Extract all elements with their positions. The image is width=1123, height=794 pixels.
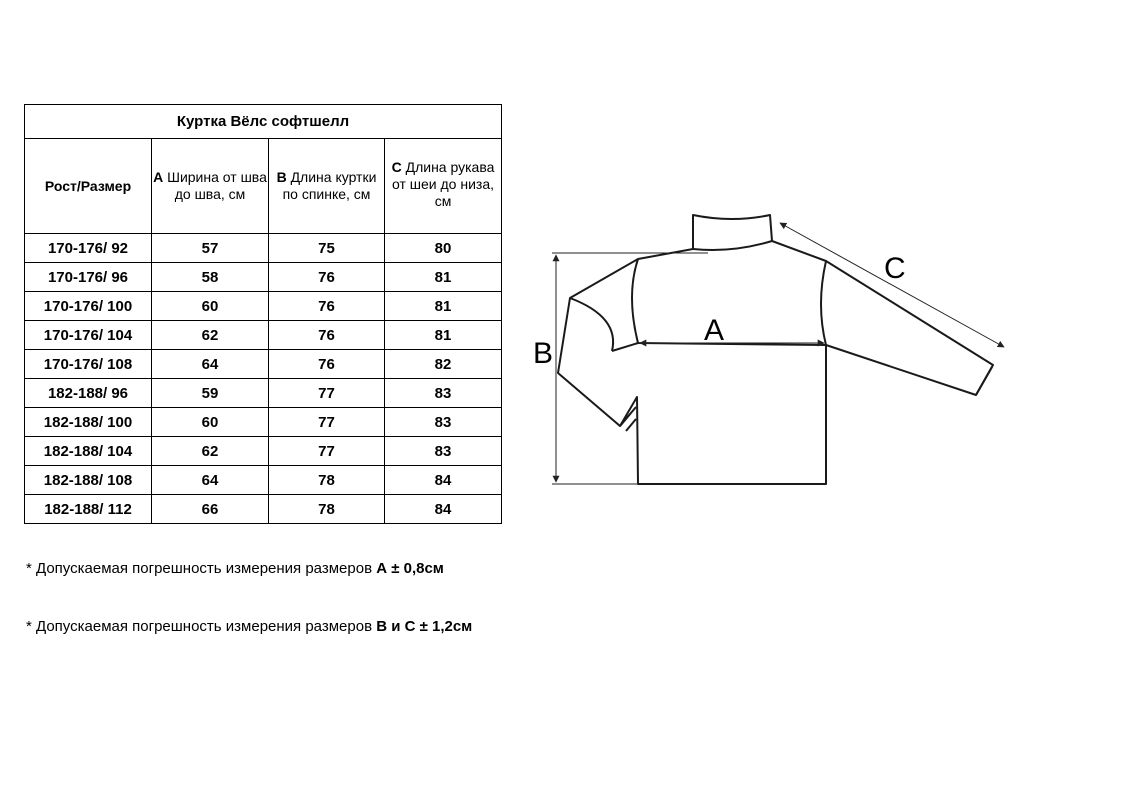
cell-a: 64 [152,466,269,495]
cell-b: 77 [269,437,385,466]
cell-size: 182-188/ 96 [25,379,152,408]
jacket-diagram [530,205,1010,495]
cell-a: 57 [152,234,269,263]
table-row [25,466,502,495]
cell-b: 75 [269,234,385,263]
cell-b: 78 [269,495,385,524]
cell-size: 182-188/ 100 [25,408,152,437]
cell-a: 59 [152,379,269,408]
cell-b: 76 [269,292,385,321]
size-table [24,104,502,524]
label-b: B [533,337,554,370]
cell-size: 170-176/ 100 [25,292,152,321]
cell-c: 83 [385,379,502,408]
table-row [25,408,502,437]
table-row [25,437,502,466]
jacket-outline [558,215,993,484]
cell-size: 170-176/ 92 [25,234,152,263]
cell-size: 182-188/ 112 [25,495,152,524]
tolerance-note-bc [26,618,472,635]
cell-c: 81 [385,292,502,321]
header-a [152,139,269,234]
tolerance-note-a [26,560,444,577]
cell-a: 62 [152,321,269,350]
header-b-text: Длина куртки по спинке, см [282,169,377,202]
cell-c: 82 [385,350,502,379]
cell-a: 64 [152,350,269,379]
cell-a: 58 [152,263,269,292]
cell-b: 77 [269,408,385,437]
table-row [25,321,502,350]
cell-size: 170-176/ 96 [25,263,152,292]
cell-b: 77 [269,379,385,408]
header-c [385,139,502,234]
cell-b: 78 [269,466,385,495]
cell-a: 66 [152,495,269,524]
table-row [25,234,502,263]
table-title-row [25,105,502,139]
header-a-text: Ширина от шва до шва, см [163,169,267,202]
cell-size: 182-188/ 108 [25,466,152,495]
cell-a: 60 [152,292,269,321]
cell-c: 83 [385,437,502,466]
header-a-letter: А [153,169,164,185]
header-c-letter: С [391,159,402,175]
cell-b: 76 [269,263,385,292]
cell-c: 81 [385,321,502,350]
note-a-text: * Допускаемая погрешность измерения размеров [26,560,377,577]
note-a-bold: А ± 0,8см [376,560,444,577]
measure-c-arrow [780,223,1004,347]
cell-c: 84 [385,466,502,495]
table-title: Куртка Вёлс софтшелл [25,105,502,139]
cell-b: 76 [269,321,385,350]
table-row [25,495,502,524]
header-b-letter: В [276,169,287,185]
cell-c: 83 [385,408,502,437]
label-a: A [704,314,725,347]
cell-size: 182-188/ 104 [25,437,152,466]
cell-size: 170-176/ 108 [25,350,152,379]
measure-lines [552,223,1004,484]
table-row [25,350,502,379]
header-size: Рост/Размер [25,139,152,234]
table-row [25,263,502,292]
header-c-text: Длина рукава от шеи до низа, см [392,159,495,209]
table-row [25,379,502,408]
cell-c: 81 [385,263,502,292]
cell-b: 76 [269,350,385,379]
note-bc-text: * Допускаемая погрешность измерения размеров [26,618,377,635]
table-row [25,292,502,321]
header-b [269,139,385,234]
label-c: C [884,252,906,285]
cell-c: 84 [385,495,502,524]
cell-c: 80 [385,234,502,263]
note-bc-bold: В и С ± 1,2см [376,618,473,635]
cell-a: 60 [152,408,269,437]
cell-size: 170-176/ 104 [25,321,152,350]
table-header-row [25,139,502,234]
cell-a: 62 [152,437,269,466]
